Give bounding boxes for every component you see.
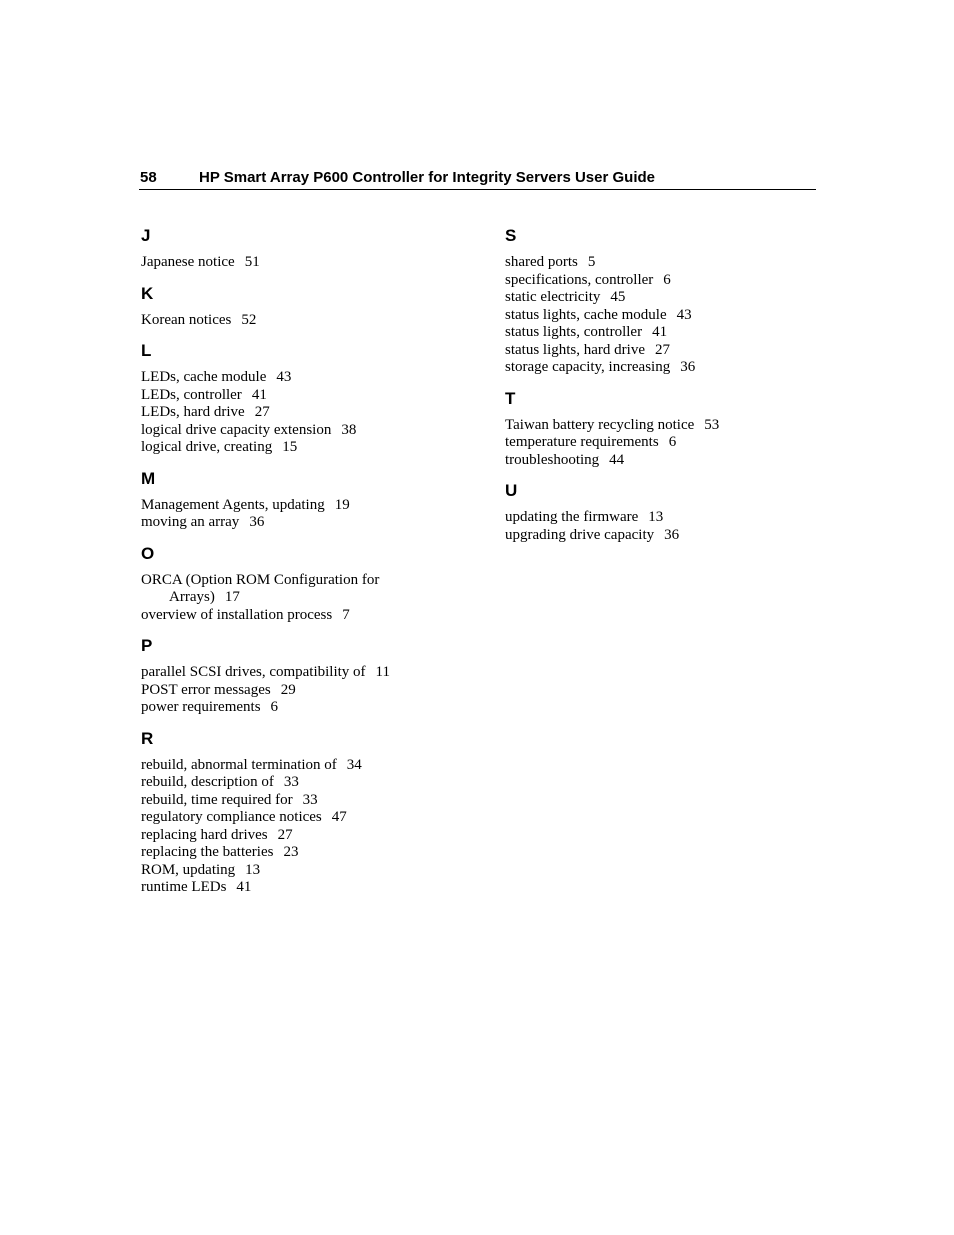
section-letter: R xyxy=(141,728,154,748)
entry-term: replacing the batteries xyxy=(141,844,274,860)
entry-page-link[interactable]: 33 xyxy=(283,774,299,790)
entry-page-link[interactable]: 51 xyxy=(244,254,260,270)
index-section xyxy=(141,544,471,625)
page-number: 58 xyxy=(140,169,157,186)
entry-page-link[interactable]: 27 xyxy=(277,826,293,843)
section-letter: J xyxy=(141,226,151,245)
index-entry xyxy=(505,509,825,527)
index-entry xyxy=(505,324,825,342)
entry-term: storage capacity, increasing xyxy=(505,359,671,375)
index-entry xyxy=(141,664,471,682)
index-entry xyxy=(141,682,471,700)
entry-term: LEDs, controller xyxy=(141,386,242,403)
entry-term: regulatory compliance notices xyxy=(141,809,322,825)
entry-term: Taiwan battery recycling notice xyxy=(505,416,695,433)
section-letter: U xyxy=(505,481,518,500)
entry-term: ORCA (Option ROM Configuration for xyxy=(141,571,380,588)
index-entry-list xyxy=(141,254,471,272)
entry-page-link[interactable]: 6 xyxy=(270,699,279,715)
index-entry-list xyxy=(141,312,471,330)
section-letter: P xyxy=(141,636,153,655)
entry-page-link[interactable]: 5 xyxy=(587,254,596,270)
index-entry xyxy=(505,359,825,377)
index-entry-list xyxy=(141,757,471,897)
index-entry xyxy=(141,699,471,717)
index-entry xyxy=(141,774,471,792)
index-section xyxy=(141,284,471,330)
index-entry-list xyxy=(505,417,825,470)
index-entry xyxy=(141,792,471,810)
entry-term: runtime LEDs xyxy=(141,879,227,895)
index-column-right xyxy=(505,226,825,556)
index-entry-list xyxy=(141,497,471,532)
index-section xyxy=(505,389,825,470)
entry-page-link[interactable]: 13 xyxy=(245,861,261,878)
entry-term: static electricity xyxy=(505,289,601,305)
section-letter: K xyxy=(141,283,154,303)
entry-page-link[interactable]: 38 xyxy=(341,421,357,438)
entry-term: status lights, hard drive xyxy=(505,341,645,358)
entry-page-link[interactable]: 41 xyxy=(652,324,668,340)
index-section xyxy=(141,226,471,272)
entry-page-link[interactable]: 47 xyxy=(331,809,347,825)
entry-term: LEDs, hard drive xyxy=(141,404,245,420)
index-entry xyxy=(141,422,471,440)
entry-page-link[interactable]: 11 xyxy=(375,664,390,680)
index-entry xyxy=(141,572,471,607)
entry-term: shared ports xyxy=(505,254,578,270)
entry-page-link[interactable]: 19 xyxy=(334,496,350,513)
entry-term-continuation xyxy=(141,589,471,607)
index-section xyxy=(141,636,471,717)
section-letter: S xyxy=(505,226,517,245)
index-entry xyxy=(505,452,825,470)
index-column-left xyxy=(141,226,471,909)
index-entry xyxy=(505,527,825,545)
index-entry xyxy=(141,254,471,272)
index-entry-list xyxy=(141,572,471,625)
entry-term: ROM, updating xyxy=(141,861,236,878)
entry-term: Management Agents, updating xyxy=(141,496,325,513)
entry-page-link[interactable]: 36 xyxy=(249,514,265,530)
entry-term: rebuild, abnormal termination of xyxy=(141,756,337,773)
page-header xyxy=(139,168,816,190)
entry-page-link[interactable]: 36 xyxy=(664,526,680,543)
section-letter: M xyxy=(141,468,156,488)
index-entry xyxy=(505,342,825,360)
index-entry-list xyxy=(505,509,825,544)
index-entry-list xyxy=(505,254,825,377)
index-section xyxy=(141,341,471,457)
entry-page-link[interactable]: 41 xyxy=(236,879,252,895)
index-entry xyxy=(141,404,471,422)
entry-term: parallel SCSI drives, compatibility of xyxy=(141,664,366,680)
entry-page-link[interactable]: 17 xyxy=(224,589,240,605)
entry-page-link[interactable]: 7 xyxy=(342,606,350,623)
index-entry xyxy=(141,387,471,405)
entry-term: overview of installation process xyxy=(141,606,333,623)
index-entry xyxy=(141,862,471,880)
entry-page-link[interactable]: 23 xyxy=(283,844,299,860)
entry-page-link[interactable]: 13 xyxy=(648,509,664,525)
index-entry xyxy=(505,307,825,325)
index-entry-list xyxy=(141,369,471,457)
section-letter: T xyxy=(505,388,516,408)
entry-page-link[interactable]: 33 xyxy=(302,791,318,808)
entry-page-link[interactable]: 43 xyxy=(676,306,692,323)
entry-term: Japanese notice xyxy=(141,254,235,270)
index-entry xyxy=(141,369,471,387)
index-entry xyxy=(141,312,471,330)
entry-page-link[interactable]: 52 xyxy=(241,311,257,328)
entry-term: LEDs, cache module xyxy=(141,369,267,385)
entry-term: logical drive capacity extension xyxy=(141,421,332,438)
entry-term: specifications, controller xyxy=(505,271,654,288)
entry-page-link[interactable]: 43 xyxy=(276,369,292,385)
entry-page-link[interactable]: 45 xyxy=(610,289,626,305)
index-entry-list xyxy=(141,664,471,717)
entry-page-link[interactable]: 15 xyxy=(282,439,298,455)
index-entry xyxy=(141,809,471,827)
entry-term: status lights, controller xyxy=(505,324,643,340)
entry-term: troubleshooting xyxy=(505,451,600,468)
entry-page-link[interactable]: 6 xyxy=(663,271,671,288)
index-section xyxy=(141,469,471,532)
entry-term: status lights, cache module xyxy=(505,306,667,323)
entry-page-link[interactable]: 36 xyxy=(680,359,696,375)
entry-term: logical drive, creating xyxy=(141,439,273,455)
entry-continuation-text: Arrays) xyxy=(169,589,215,605)
entry-page-link[interactable]: 44 xyxy=(609,451,625,468)
index-entry xyxy=(141,514,471,532)
section-letter: L xyxy=(141,341,152,360)
index-entry xyxy=(141,879,471,897)
index-entry xyxy=(141,497,471,515)
index-entry xyxy=(505,254,825,272)
index-entry xyxy=(505,272,825,290)
entry-page-link[interactable]: 27 xyxy=(254,404,270,420)
entry-term: moving an array xyxy=(141,514,240,530)
index-section xyxy=(505,226,825,377)
document-title: HP Smart Array P600 Controller for Integrity Servers User Guide xyxy=(199,169,655,186)
index-entry xyxy=(141,757,471,775)
entry-term: Korean notices xyxy=(141,311,232,328)
entry-term: temperature requirements xyxy=(505,434,659,450)
index-entry xyxy=(141,827,471,845)
entry-page-link[interactable]: 27 xyxy=(654,341,670,358)
entry-page-link[interactable]: 41 xyxy=(251,386,267,403)
entry-page-link[interactable]: 29 xyxy=(280,681,296,698)
entry-term: replacing hard drives xyxy=(141,826,268,843)
index-entry xyxy=(505,434,825,452)
entry-term: rebuild, description of xyxy=(141,774,274,790)
index-entry xyxy=(141,607,471,625)
entry-term: power requirements xyxy=(141,699,261,715)
entry-term: updating the firmware xyxy=(505,509,639,525)
entry-term: rebuild, time required for xyxy=(141,791,293,808)
entry-page-link[interactable]: 53 xyxy=(704,416,720,433)
index-entry xyxy=(505,289,825,307)
entry-term: upgrading drive capacity xyxy=(505,526,655,543)
index-entry xyxy=(141,439,471,457)
index-entry xyxy=(505,417,825,435)
entry-page-link[interactable]: 34 xyxy=(346,756,362,773)
index-section xyxy=(141,729,471,897)
entry-term: POST error messages xyxy=(141,681,271,698)
entry-page-link[interactable]: 6 xyxy=(668,434,677,450)
index-section xyxy=(505,481,825,544)
index-entry xyxy=(141,844,471,862)
section-letter: O xyxy=(141,543,155,563)
